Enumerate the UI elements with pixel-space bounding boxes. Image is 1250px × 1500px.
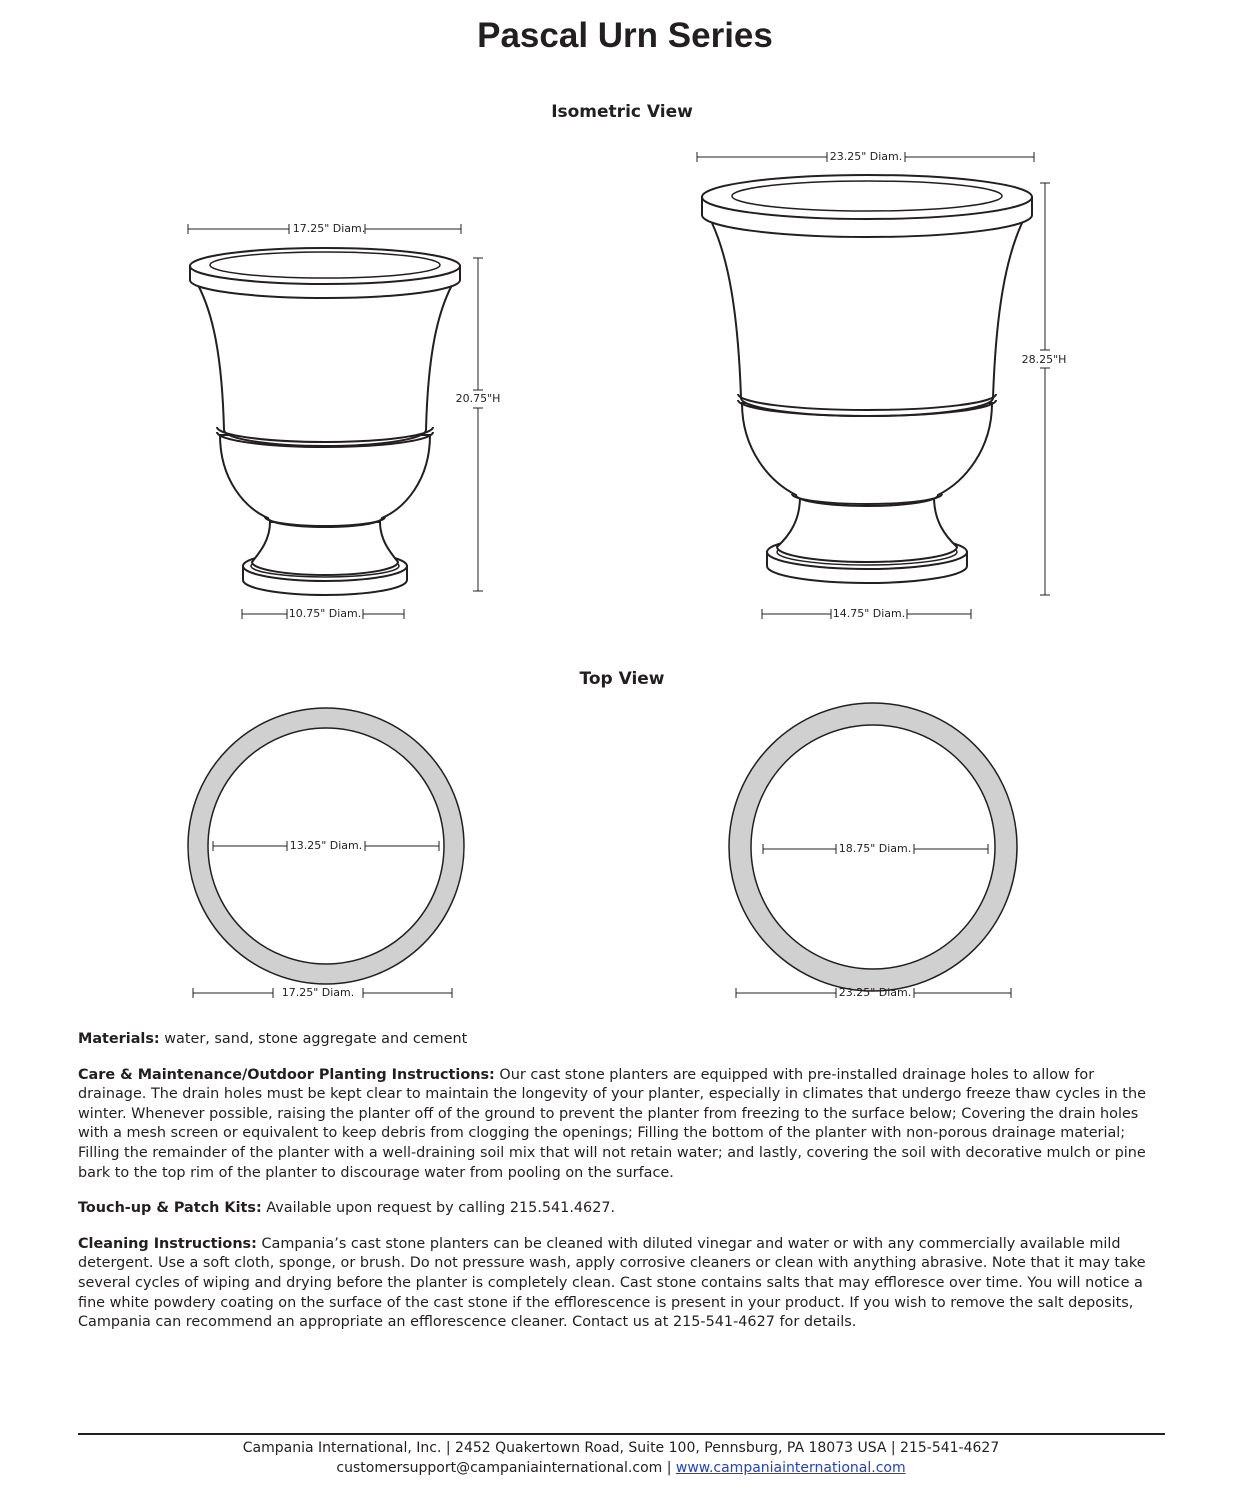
footer-email: customersupport@campaniainternational.com | <box>336 1460 676 1476</box>
care-paragraph <box>78 1066 1163 1184</box>
small-base-diam-label: 10.75" Diam. <box>288 607 362 620</box>
large-base-diam-label: 14.75" Diam. <box>832 607 906 620</box>
website-link[interactable]: www.campaniainternational.com <box>675 1460 906 1476</box>
small-outer-diam-label: 17.25" Diam. <box>281 986 355 999</box>
footer-address: Campania International, Inc. | 2452 Quakertown Road, Suite 100, Pennsburg, PA 18073 USA | 215-541-4627 <box>242 1440 1000 1456</box>
touchup-paragraph <box>78 1199 1163 1219</box>
small-top-diam-label: 17.25" Diam. <box>292 222 366 235</box>
footer-divider <box>78 1433 1165 1435</box>
small-urn-bowl <box>220 435 430 527</box>
materials-text: water, sand, stone aggregate and cement <box>159 1031 468 1047</box>
materials-label: Materials: <box>78 1031 160 1047</box>
materials-paragraph <box>78 1030 1163 1050</box>
footer <box>0 1438 1242 1478</box>
footer-contact <box>0 1458 1242 1478</box>
large-height-label: 28.25"H <box>1021 353 1067 366</box>
small-urn-pedestal <box>252 522 398 575</box>
cleaning-label: Cleaning Instructions: <box>78 1235 257 1252</box>
small-urn-body <box>198 285 452 446</box>
large-urn-body <box>712 223 1022 416</box>
small-urn-isometric <box>190 248 460 595</box>
cleaning-text: Campania’s cast stone planters can be cleaned with diluted vinegar and water or with any commercially available mild detergent. Use a soft cloth, sponge, or brush. Do not pressure wash, apply corrosive cleaners or clean with anything abrasive. Note that it may take several cycles of wiping and drying before the planter is completely clean. Cast stone contains salts that may effloresce over time. You will notice a fine white powdery coating on the surface of the cast stone if the efflorescence is present in your product. If you wish to remove the salt deposits, Campania can recommend an appropriate an efflorescence cleaner. Contact us at 215-541-4627 for details. <box>78 1235 1146 1331</box>
small-height-label: 20.75"H <box>455 392 501 405</box>
isometric-view-heading: Isometric View <box>551 102 693 122</box>
touchup-label: Touch-up & Patch Kits: <box>78 1200 262 1217</box>
care-text: Our cast stone planters are equipped with pre-installed drainage holes to allow for drainage. The drain holes must be kept clear to maintain the longevity of your planter, especially in climates that undergo freeze thaw cycles in the winter. Whenever possible, raising the planter off of the ground to prevent the planter from freezing to the surface below; Covering the drain holes with a mesh screen or equivalent to keep debris from clogging the openings; Filling the bottom of the planter with non-porous drainage material; Filling the remainder of the planter with a well-draining soil mix that will not retain water; and lastly, covering the soil with decorative mulch or pine bark to the top rim of the planter to discourage water from pooling on the surface. <box>78 1066 1146 1181</box>
page-title: Pascal Urn Series <box>477 16 773 55</box>
large-outer-diam-label: 23.25" Diam. <box>838 986 912 999</box>
large-urn-bowl <box>742 403 992 506</box>
large-urn-isometric <box>702 175 1032 583</box>
large-top-diam-label: 23.25" Diam. <box>829 150 903 163</box>
large-inner-diam-label: 18.75" Diam. <box>838 842 912 855</box>
touchup-text: Available upon request by calling 215.541.4627. <box>261 1200 616 1217</box>
top-view-heading: Top View <box>579 669 665 689</box>
care-label: Care & Maintenance/Outdoor Planting Instructions: <box>78 1066 495 1083</box>
small-inner-diam-label: 13.25" Diam. <box>289 839 363 852</box>
product-information <box>78 1030 1163 1349</box>
cleaning-paragraph <box>78 1235 1163 1333</box>
